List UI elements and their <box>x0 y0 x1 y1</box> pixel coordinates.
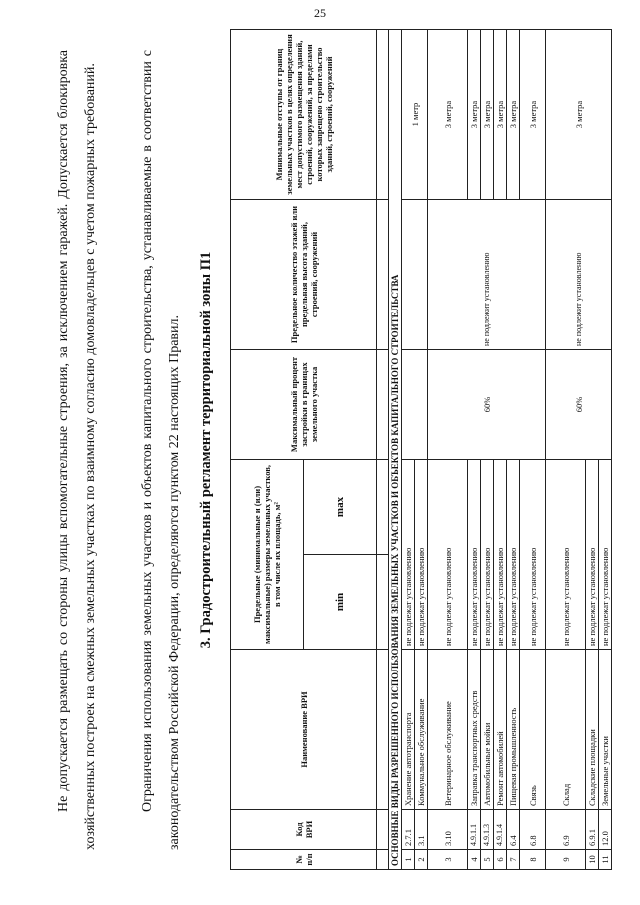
row-num: 9 <box>546 850 586 870</box>
row-code: 3.10 <box>428 810 468 850</box>
row-size: не подлежат установлению <box>546 460 586 650</box>
group2-percent: 60% <box>428 350 546 460</box>
row-num: 4 <box>468 850 481 870</box>
row-num: 8 <box>520 850 546 870</box>
table-row <box>402 30 415 870</box>
table-header-row <box>231 30 304 870</box>
row-num: 10 <box>586 850 599 870</box>
group3-floors: не подлежит установлению <box>546 200 612 350</box>
paragraph-restrictions: Ограничения использования земельных участков и объектов капитального строительства, устанавливаемые в соответствии с законодательством Российской Федерации, определяются пунктом 22 настоящих Правил. <box>140 50 182 850</box>
table-section-row <box>389 30 402 870</box>
row-size: не подлежат установлению <box>599 460 612 650</box>
row6-setback: 3 метра <box>494 30 507 200</box>
group1-floors <box>402 200 428 350</box>
row-size: не подлежат установлению <box>586 460 599 650</box>
paragraph-accessory-buildings: Не допускается размещать со стороны улицы вспомогательные строения, за исключением гаражей. Допускается блокировка хозяйственных построек на смежных земельных участках по взаимному согласию домовладельцев с учетом пожарных требований. <box>56 50 98 850</box>
row4-setback: 3 метра <box>468 30 481 200</box>
row3-setback: 3 метра <box>428 30 468 200</box>
header-name: Наименование ВРИ <box>231 650 377 810</box>
row-code: 6.9 <box>546 810 586 850</box>
row-code: 4.9.1.1 <box>468 810 481 850</box>
group3-percent: 60% <box>546 350 612 460</box>
section-title: ОСНОВНЫЕ ВИДЫ РАЗРЕШЕННОГО ИСПОЛЬЗОВАНИЯ ЗЕМЕЛЬНЫХ УЧАСТКОВ И ОБЪЕКТОВ КАПИТАЛЬНОГО СТРОИТЕЛЬСТВА <box>389 30 402 870</box>
row-num: 6 <box>494 850 507 870</box>
header-code: Код ВРИ <box>231 810 377 850</box>
header-setback: Минимальные отступы от границ земельных участков в целях определения мест допустимого размещения зданий, строений, сооружений, за пределами которых запрещено строительство зданий, строений, сооружений <box>231 30 377 200</box>
row-code: 6.9.1 <box>586 810 599 850</box>
zoning-regulation-table <box>230 29 612 870</box>
group3-setback: 3 метра <box>546 30 612 200</box>
row-num: 11 <box>599 850 612 870</box>
row-size: не подлежат установлению <box>507 460 520 650</box>
row-size: не подлежат установлению <box>520 460 546 650</box>
header-min: min <box>304 555 377 650</box>
row-code: 6.4 <box>507 810 520 850</box>
table-row <box>428 30 468 870</box>
row-name: Заправка транспортных средств <box>468 650 481 810</box>
group1-setback: 1 метр <box>402 30 428 200</box>
row-code: 6.8 <box>520 810 546 850</box>
table-spacer-row <box>377 30 389 870</box>
row-size: не подлежат установлению <box>494 460 507 650</box>
row-code: 3.1 <box>415 810 428 850</box>
row-num: 1 <box>402 850 415 870</box>
section-heading: 3. Градостроительный регламент территориальной зоны П1 <box>198 251 214 649</box>
row-size: не подлежат установлению <box>402 460 415 650</box>
row-name: Коммунальное обслуживание <box>415 650 428 810</box>
group2-floors: не подлежит установлению <box>428 200 546 350</box>
page-number: 25 <box>314 6 326 20</box>
row-name: Пищевая промышленность <box>507 650 520 810</box>
row5-setback: 3 метра <box>481 30 494 200</box>
header-sizes: Предельные (минимальные и (или) максимальные) размеры земельных участков, в том числе их площадь, м² <box>231 460 304 650</box>
row-size: не подлежат установлению <box>428 460 468 650</box>
row-num: 2 <box>415 850 428 870</box>
header-num: № п/п <box>231 850 377 870</box>
row-name: Склад <box>546 650 586 810</box>
rotated-page-content <box>20 20 620 880</box>
row-name: Складские площадки <box>586 650 599 810</box>
row-num: 3 <box>428 850 468 870</box>
row-size: не подлежат установлению <box>481 460 494 650</box>
row-size: не подлежат установлению <box>468 460 481 650</box>
row-name: Земельные участки <box>599 650 612 810</box>
row-code: 2.7.1 <box>402 810 415 850</box>
header-percent: Максимальный процент застройки в границах земельного участка <box>231 350 377 460</box>
row7-setback: 3 метра <box>507 30 520 200</box>
header-floors: Предельное количество этажей или предельная высота зданий, строений, сооружений <box>231 200 377 350</box>
row-size: не подлежат установлению <box>415 460 428 650</box>
row-num: 5 <box>481 850 494 870</box>
table-row <box>546 30 586 870</box>
row-code: 4.9.1.3 <box>481 810 494 850</box>
group1-percent <box>402 350 428 460</box>
row-num: 7 <box>507 850 520 870</box>
row-name: Автомобильные мойки <box>481 650 494 810</box>
row-name: Ветеринарное обслуживание <box>428 650 468 810</box>
row-code: 4.9.1.4 <box>494 810 507 850</box>
row-name: Ремонт автомобилей <box>494 650 507 810</box>
row-code: 12.0 <box>599 810 612 850</box>
row8-setback: 3 метра <box>520 30 546 200</box>
header-max: max <box>304 460 377 555</box>
row-name: Хранение автотранспорта <box>402 650 415 810</box>
row-name: Связь <box>520 650 546 810</box>
